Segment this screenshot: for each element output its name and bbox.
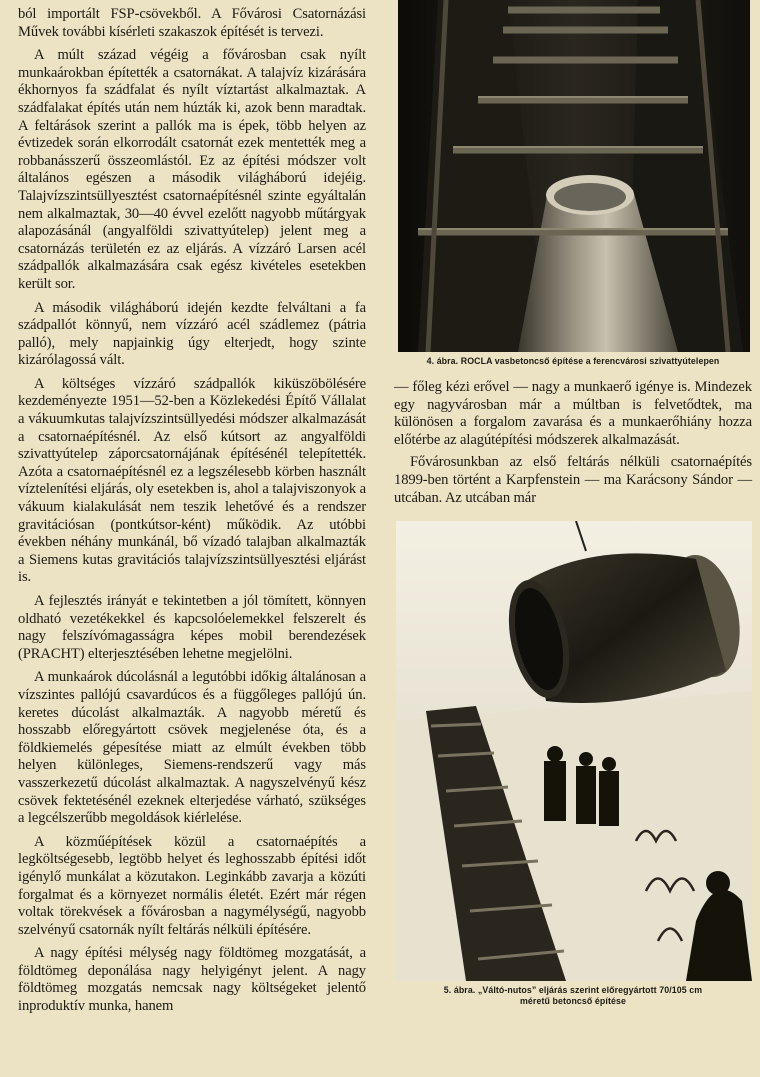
- paragraph: ból importált FSP-csövekből. A Fővárosi Csatornázási Művek további kísérleti szakaszok építését is tervezi.: [18, 6, 366, 40]
- right-column: [394, 0, 752, 1007]
- paragraph: Fővárosunkban az első feltárás nélküli csatornaépítés 1899-ben történt a Karpfenstein — ma Karácsony Sándor — utcában. Az utcában már: [394, 454, 752, 506]
- right-text-block: [394, 379, 752, 507]
- trench-pipe-illustration: [398, 0, 750, 352]
- paragraph: A közműépítések közül a csatornaépítés a legköltségesebb, legtöbb helyet és leghosszabb építési időt igénylő munkálat a közutakon. Leginkább zavarja a közúti forgalmat és a környezet normális életét. Ezért már régen voltak törekvések a fővárosban a nagymélységű, nagyobb szelvényű csatornák nyílt feltárás nélküli építésére.: [18, 833, 366, 938]
- figure-5-caption: [396, 985, 750, 1007]
- pipe-lowering-illustration: [396, 521, 752, 981]
- figure-4-caption: [396, 356, 750, 367]
- paragraph: A nagy építési mélység nagy földtömeg mozgatását, a földtömeg deponálása nagy helyigényt jelent. A nagy földtömeg mozgatás nemcsak nagy költségeket jelentő inproduktív munka, hanem: [18, 945, 366, 1015]
- caption-text: 4. ábra. ROCLA vasbetoncső építése a ferencvárosi szivattyútelepen: [426, 356, 720, 366]
- paragraph: A munkaárok dúcolásnál a legutóbbi időkig általánosan a vízszintes pallójú csavardúcos és a függőleges pallójú ún. keretes dúcolást alkalmazták. A nagyobb méretű és hosszabb előregyártott csövek megjelenése óta, és a földkiemelés gépesítése miatt az elmúlt években több helyen különleges, Siemens-rendszerű vagy más vasszerkezetű dúcolást alkalmaztak. A nagyszelvényű kész csövek fektetésénél ezeknek elterjedése várható, szükséges a legcélszerűbb megoldások kiérlelése.: [18, 669, 366, 827]
- caption-text-line1: 5. ábra. „Váltó-nutos” eljárás szerint előregyártott 70/105 cm: [443, 985, 703, 996]
- figure-5-photo: [396, 521, 752, 981]
- caption-text-line2: méretű betoncső építése: [520, 996, 626, 1007]
- paragraph: A fejlesztés irányát e tekintetben a jól tömített, könnyen oldható vezetékekkel és kapcsolóelemekkel felszerelt és nagy felszívómagasságra képes mobil berendezések (PRACHT) elterjesztésében lehetne megjelölni.: [18, 593, 366, 662]
- paragraph: A költséges vízzáró szádpallók kiküszöbölésére kezdeményezte 1951—52-ben a Közlekedési Építő Vállalat a vákuumkutas talajvízszintsüllyedési módszer alkalmazását a csatornaépítésnél. Az első kútsort az angyalföldi szivattyútelep záporcsatornájának építésénél telepítették. Azóta a csatornaépítésnél ez a legszélesebb körben használt víztelenítési eljárás, oly esetekben is, ahol a talajviszonyok a vákuum kialakulását nem teszik lehetővé és a rendszer gravitációsan (pontkútsor-ként) működik. Az utóbbi években néhány munkánál, bő vízadó talajban alkalmazták a Siemens kutas gravitációs talajvízszintsüllyesztési eljárást is.: [18, 375, 366, 586]
- left-text-column: [18, 6, 366, 1022]
- paragraph: — főleg kézi erővel — nagy a munkaerő igénye is. Mindezek egy nagyvárosban már a múltban is felvetődtek, ma különösen a forgalom zavarása és a munkaerőhiány hozza előtérbe az alagútépítési módszerek alkalmazását.: [394, 379, 752, 448]
- figure-4-photo: [398, 0, 750, 352]
- paragraph: A múlt század végéig a fővárosban csak nyílt munkaárokban építették a csatornákat. A talajvíz kizárására ékhornyos fa szádfalat és nyílt víztartást alkalmaztak. A szádfalakat építés után nem húzták ki, azok benn maradtak. A feltárások szerint a pallók ma is épek, több helyen az évtizedek során elkorrodált csatornát ezek mentették meg a robbanásszerű összeomlástól. Ez az építési módszer volt általános egészen a második világháború idejéig. Talajvízszintsüllyesztést csatornaépítésnél szinte egyáltalán nem alkalmaztak, 30—40 évvel ezelőtt nagyobb műtárgyak alapozásánál (angyalföldi szivattyútelep) jelent meg a csatornázás területén ez az eljárás. A vízzáró Larsen acél szádpallók alkalmazására csak egész kivételes esetekben került sor.: [18, 47, 366, 292]
- paragraph: A második világháború idején kezdte felváltani a fa szádpallót könnyű, nem vízzáró acél szádlemez (pátria palló), mely napjainkig úgy elterjedt, hogy szinte kizárólagossá vált.: [18, 299, 366, 369]
